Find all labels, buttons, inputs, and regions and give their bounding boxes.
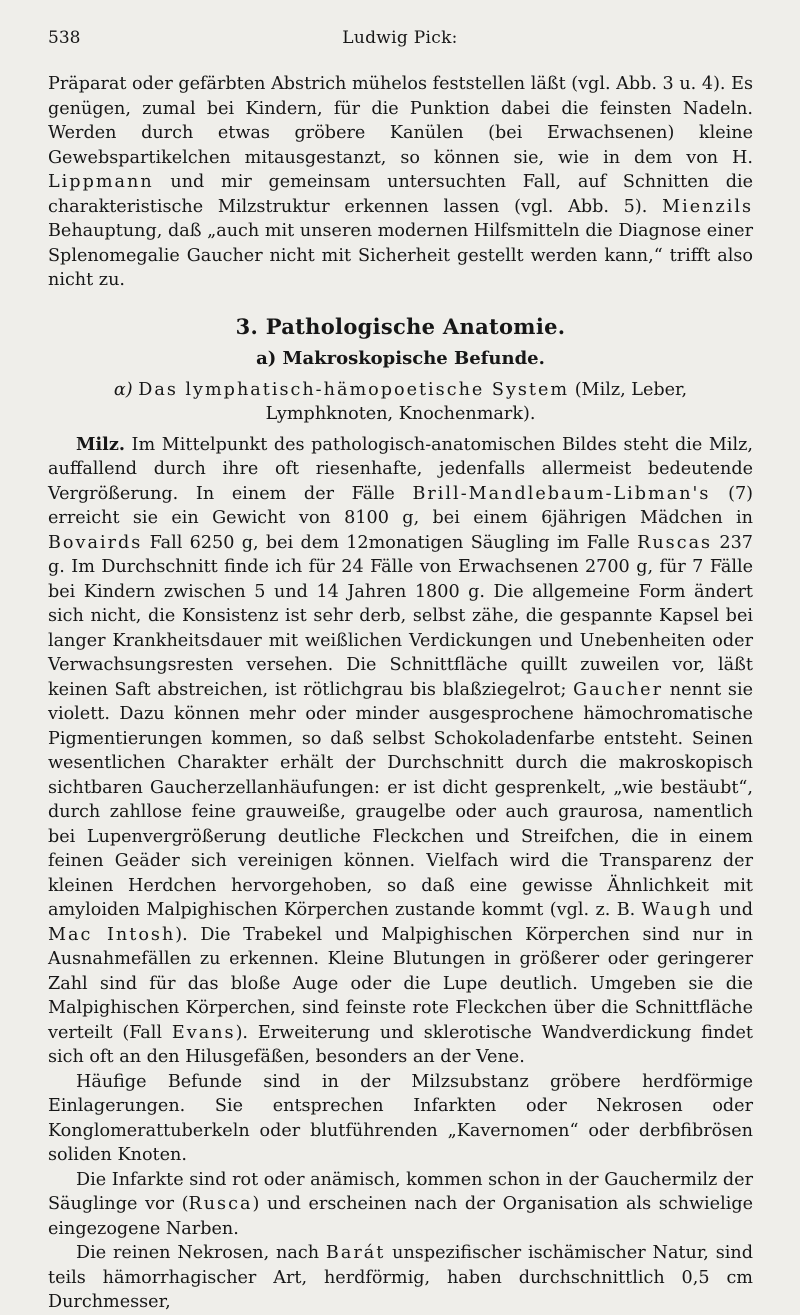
author-name: Ruscas: [637, 532, 713, 553]
subsubsection-title: Das lymphatisch-hämopoetische System: [138, 379, 570, 400]
subsection-heading: a) Makroskopische Befunde.: [256, 348, 545, 369]
page-number: 538: [48, 28, 81, 48]
paragraph-infarkte: Die Infarkte sind rot oder anämisch, kommen schon in der Gauchermilz der Säuglinge vor (Rusca) und erscheinen nach der Organisation als schwielige eingezogene Narben.: [48, 1169, 753, 1239]
author-name: Mienzils: [662, 196, 753, 217]
subsubsection-heading: [48, 378, 753, 427]
paragraph-milz: Milz. Im Mittelpunkt des pathologisch-anatomischen Bildes steht die Milz, auffallend durch ihre oft riesenhafte, jedenfalls allermeist bedeutende Vergrößerung. In einem der Fälle Brill-Mandlebaum-Libman's (7) erreicht sie ein Gewicht von 8100 g, bei einem 6jährigen Mädchen in Bovairds Fall 6250 g, bei dem 12monatigen Säugling im Falle Ruscas 237 g. Im Durchschnitt finde ich für 24 Fälle von Erwachsenen 2700 g, für 7 Fälle bei Kindern zwischen 5 und 14 Jahren 1800 g. Die allgemeine Form ändert sich nicht, die Konsistenz ist sehr derb, selbst zähe, die gespannte Kapsel bei langer Krankheitsdauer mit weißlichen Verdickungen und Unebenheiten oder Verwachsungsresten versehen. Die Schnittfläche quillt zuweilen vor, läßt keinen Saft abstreichen, ist rötlichgrau bis blaßziegelrot; Gaucher nennt sie violett. Dazu können mehr oder minder ausgesprochene hämochromatische Pigmentierungen kommen, so daß selbst Schokoladenfarbe entsteht. Seinen wesentlichen Charakter erhält der Durchschnitt durch die makroskopisch sichtbaren Gaucherzellanhäufungen: er ist dicht gesprenkelt, „wie bestäubt“, durch zahllose feine grauweiße, graugelbe oder auch graurosa, namentlich bei Lupenvergrößerung deutliche Fleckchen und Streifchen, die in einem feinen Geäder sich vereinigen können. Vielfach wird die Transparenz der kleinen Herdchen hervorgehoben, so daß eine gewisse Ähnlichkeit mit amyloiden Malpighischen Körperchen zustande kommt (vgl. z. B. Waugh und Mac Intosh). Die Trabekel und Malpighischen Körperchen sind nur in Ausnahmefällen zu erkennen. Kleine Blutungen in größerer oder geringerer Zahl sind für das bloße Auge oder die Lupe deutlich. Umgeben sie die Malpighischen Körperchen, sind feinste rote Fleckchen über die Schnittfläche verteilt (Fall Evans). Erweiterung und sklerotische Wandverdickung findet sich oft an den Hilusgefäßen, besonders an der Vene.: [48, 433, 754, 1067]
author-name: Barát: [325, 1243, 386, 1263]
author-name: Evans: [171, 1022, 236, 1043]
subsubsection-detail: (Milz, Leber, Lymphknoten, Knochenmark).: [265, 379, 688, 424]
paragraph-intro: Präparat oder gefärbten Abstrich mühelos feststellen läßt (vgl. Abb. 3 u. 4). Es genügen, zumal bei Kindern, für die Punktion dabei die feinsten Nadeln. Werden durch etwas gröbere Kanülen (bei Erwachsenen) kleine Gewebspartikelchen mitausgestanzt, so können sie, wie in dem von H. Lippmann und mir gemeinsam untersuchten Fall, auf Schnitten die charakteristische Milzstruktur erkennen lassen (vgl. Abb. 5). Mienzils Behauptung, daß „auch mit unseren modernen Hilfsmitteln die Diagnose einer Splenomegalie Gaucher nicht mit Sicherheit gestellt werden kann,“ trifft also nicht zu.: [48, 74, 753, 290]
section-heading: 3. Pathologische Anatomie.: [235, 313, 566, 339]
running-title: Ludwig Pick:: [342, 28, 458, 48]
author-name: Bovairds: [48, 532, 143, 553]
author-name: Rusca: [188, 1194, 253, 1214]
author-name: Mac Intosh: [48, 924, 176, 945]
author-name: Brill-Mandlebaum-Libman's: [412, 483, 711, 504]
paragraph-nekrosen: Die reinen Nekrosen, nach Barát unspezifischer ischämischer Natur, sind teils hämorrhagischer Art, herdförmig, haben durchschnittlich 0,5 cm Durchmesser,: [48, 1243, 753, 1312]
paragraph-lead: Milz.: [76, 433, 125, 455]
author-name: Lippmann: [48, 172, 154, 192]
author-name: Gaucher: [573, 679, 664, 700]
subsubsection-letter: α): [113, 379, 133, 400]
page-header: [48, 28, 752, 54]
author-name: Waugh: [641, 900, 713, 920]
body-text: [48, 72, 753, 1315]
paragraph-befunde: Häufige Befunde sind in der Milzsubstanz gröbere herdförmige Einlagerungen. Sie entsprechen Infarkten oder Nekrosen oder Konglomerattuberkeln oder blutführenden „Kavernomen“ oder derbfibrösen soliden Knoten.: [48, 1071, 753, 1165]
